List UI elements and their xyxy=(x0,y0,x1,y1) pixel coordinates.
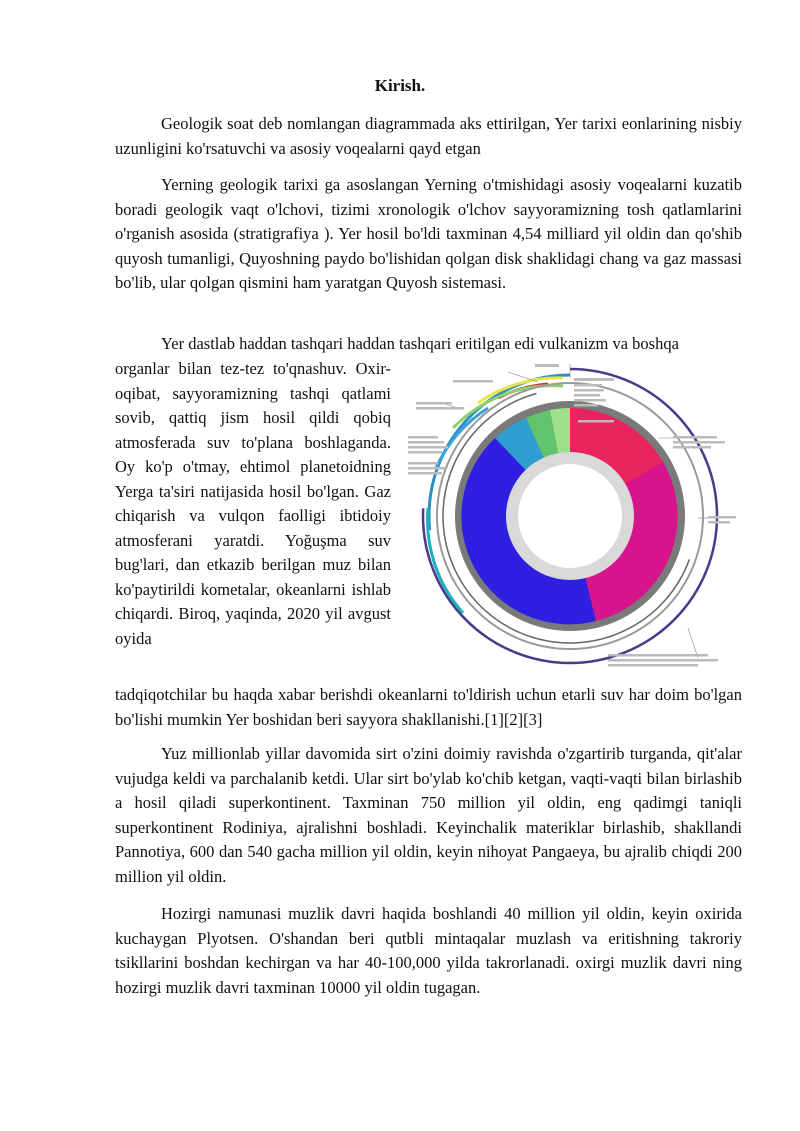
paragraph-3-wrapped-text: organlar bilan tez-tez to'qnashuv. Oxir-oqibat, sayyoramizning tashqi qatlami sovib, qattiq jism hosil qildi qobiq atmosferada suv to'plana boshlaganda. Oy ko'p o'tmay, ehtimol planetoidning Yerga ta'siri natijasida hosil bo'lgan. Gaz chiqarish va vulqon faolligi ibtidoiy atmosferani yaratdi. Yoğuşma suv bug'lari, dan etkazib berilgan muz bilan ko'paytirildi kometalar, okeanlarni ishlab chiqardi. Biroq, yaqinda, 2020 yil avgust oyida xyxy=(115,359,391,648)
paragraph-5: Hozirgi namunasi muzlik davri haqida boshlandi 40 million yil oldin, keyin oxirida kuchaygan Plyotsen. O'shandan beri qutbli mintaqalar muzlash va eritishning takroriy tsikllarini boshdan kechirgan va har 40-100,000 yilda takrorlanadi. oxirgi muzlik davri ning hozirgi muzlik davri taxminan 10000 yil oldin tugagan. xyxy=(115,904,742,997)
paragraph-1: Geologik soat deb nomlangan diagrammada aks ettirilgan, Yer tarixi eonlarining nisbiy uzunligini ko'rsatuvchi va asosiy voqealarni qayd etgan xyxy=(115,114,742,158)
paragraph-2: Yerning geologik tarixi ga asoslangan Yerning o'tmishidagi asosiy voqealarni kuzatib boradi geologik vaqt o'lchovi, tizimi xronologik o'lchov sayyoramizning tosh qatlamlarini o'rganish asosida (stratigrafiya ). Yer hosil bo'ldi taxminan 4,54 milliard yil oldin dan qo'shib quyosh tumanligi, Quyoshning paydo bo'lishidan qolgan disk shaklidagi chang va gaz massasi bo'lib, ular qolgan qismini ham yaratgan Quyosh sistemasi. xyxy=(115,175,742,292)
paragraph-4: Yuz millionlab yillar davomida sirt o'zini doimiy ravishda o'zgartirib turganda, qit'alar vujudga keldi va parchalanib ketdi. Ular sirt bo'ylab ko'chib ketgan, vaqti-vaqti bilan birlashib a hosil qiladi superkontinent. Taxminan 750 million yil oldin, eng qadimgi taniqli superkontinent Rodiniya, ajralishni boshladi. Keyinchalik materiklar birlashib, shakllandi Pannotiya, 600 dan 540 gacha million yil oldin, keyin nihoyat Pangaeya, bu ajralib chiqdi 200 million yil oldin. xyxy=(115,744,742,886)
geologic-clock-diagram xyxy=(398,358,742,674)
paragraph-3-first-line: Yer dastlab haddan tashqari haddan tashqari eritilgan edi vulkanizm va boshqa xyxy=(161,334,679,353)
paragraph-3-last-lines: tadqiqotchilar bu haqda xabar berishdi okeanlarni to'ldirish uchun etarli suv har doim bo'lgan bo'lishi mumkin Yer boshidan beri sayyora shakllanishi.[1][2][3] xyxy=(115,685,742,729)
inner-white-center xyxy=(518,464,622,568)
page-title: Kirish. xyxy=(374,76,426,95)
geologic-clock-figure xyxy=(398,358,742,674)
